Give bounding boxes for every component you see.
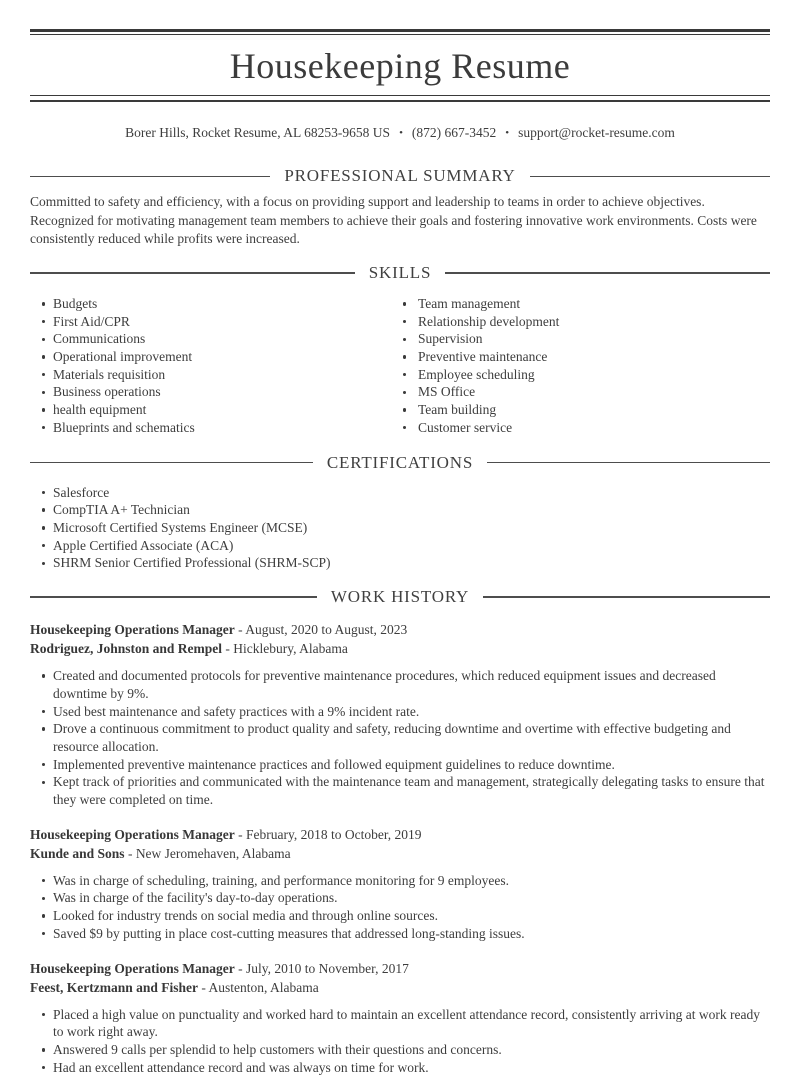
- section-header-certifications: [30, 453, 770, 473]
- job-company-separator: -: [222, 641, 234, 657]
- certifications-list: [30, 484, 770, 573]
- list-item: health equipment: [30, 401, 400, 419]
- contact-line: [30, 124, 770, 142]
- list-item: Placed a high value on punctuality and worked hard to maintain an excellent attendance record, consistently arriving at work ready to work right away.: [30, 1006, 770, 1041]
- job-company-line: [30, 639, 770, 658]
- list-item: Saved $9 by putting in place cost-cutting measures that addressed long-standing issues.: [30, 925, 770, 943]
- list-item: MS Office: [400, 383, 770, 401]
- job-title: Housekeeping Operations Manager: [30, 960, 235, 976]
- title-rule-bottom: [30, 95, 770, 102]
- list-item: Was in charge of the facility's day-to-day operations.: [30, 889, 770, 907]
- job-company-line: [30, 844, 770, 863]
- header-rule-left: [30, 462, 313, 464]
- list-item: Blueprints and schematics: [30, 419, 400, 437]
- contact-separator-dot: •: [399, 127, 403, 140]
- job-dates: July, 2010 to November, 2017: [246, 960, 409, 976]
- job-location: New Jeromehaven, Alabama: [135, 845, 291, 861]
- list-item: Communications: [30, 330, 400, 348]
- page-title: Housekeeping Resume: [229, 46, 571, 86]
- list-item: Employee scheduling: [400, 366, 770, 384]
- job-title-line: [30, 620, 770, 639]
- section-title-work-history: WORK HISTORY: [330, 587, 470, 607]
- list-item: Had an excellent attendance record and was always on time for work.: [30, 1059, 770, 1076]
- list-item: Apple Certified Associate (ACA): [30, 537, 770, 555]
- header-rule-left: [30, 272, 355, 274]
- section-header-work-history: [30, 587, 770, 607]
- list-item: SHRM Senior Certified Professional (SHRM-SCP): [30, 554, 770, 572]
- job-company: Feest, Kertzmann and Fisher: [30, 979, 198, 995]
- list-item: Used best maintenance and safety practices with a 9% incident rate.: [30, 703, 770, 721]
- list-item: Relationship development: [400, 313, 770, 331]
- list-item: Operational improvement: [30, 348, 400, 366]
- job-dates: August, 2020 to August, 2023: [245, 622, 408, 638]
- list-item: Microsoft Certified Systems Engineer (MCSE): [30, 519, 770, 537]
- list-item: Preventive maintenance: [400, 348, 770, 366]
- skills-list-right: [400, 295, 770, 437]
- list-item: Created and documented protocols for preventive maintenance procedures, which reduced equipment issues and decreased downtime by 9%.: [30, 667, 770, 702]
- list-item: Implemented preventive maintenance practices and followed equipment guidelines to reduce downtime.: [30, 756, 770, 774]
- resume-page: [0, 29, 800, 1076]
- skills-list-left: [30, 295, 400, 437]
- list-item: Salesforce: [30, 484, 770, 502]
- job-location: Hicklebury, Alabama: [233, 641, 348, 657]
- header-rule-right: [483, 596, 770, 598]
- contact-phone: (872) 667-3452: [411, 125, 497, 141]
- list-item: Business operations: [30, 383, 400, 401]
- list-item: First Aid/CPR: [30, 313, 400, 331]
- rule-thin-line: [30, 34, 770, 35]
- list-item: Was in charge of scheduling, training, and performance monitoring for 9 employees.: [30, 872, 770, 890]
- section-title-certifications: CERTIFICATIONS: [326, 452, 474, 472]
- job-title-separator: -: [234, 622, 246, 638]
- job-title-separator: -: [234, 826, 246, 842]
- job-bullet-list: [30, 872, 770, 943]
- list-item: Materials requisition: [30, 366, 400, 384]
- header-rule-right: [530, 176, 770, 178]
- job-entry: [30, 620, 770, 809]
- header-rule-right: [445, 272, 770, 274]
- list-item: Looked for industry trends on social media and through online sources.: [30, 907, 770, 925]
- list-item: Supervision: [400, 330, 770, 348]
- job-company: Rodriguez, Johnston and Rempel: [30, 641, 223, 657]
- job-entry: [30, 959, 770, 1076]
- job-title: Housekeeping Operations Manager: [30, 622, 235, 638]
- title-rule-top: [30, 29, 770, 35]
- job-dates: February, 2018 to October, 2019: [246, 826, 422, 842]
- list-item: Team building: [400, 401, 770, 419]
- list-item: Kept track of priorities and communicated with the maintenance team and management, strategically delegating tasks to ensure that they were completed on time.: [30, 773, 770, 808]
- section-header-skills: [30, 263, 770, 283]
- work-history-jobs: [30, 620, 770, 1076]
- header-rule-left: [30, 596, 317, 598]
- contact-address: Borer Hills, Rocket Resume, AL 68253-9658 US: [125, 125, 391, 141]
- job-title-line: [30, 825, 770, 844]
- header-rule-right: [487, 462, 770, 464]
- job-location: Austenton, Alabama: [208, 979, 319, 995]
- list-item: Customer service: [400, 419, 770, 437]
- list-item: Budgets: [30, 295, 400, 313]
- job-bullet-list: [30, 667, 770, 809]
- section-title-professional-summary: PROFESSIONAL SUMMARY: [284, 166, 516, 186]
- job-title-separator: -: [234, 960, 246, 976]
- contact-separator-dot: •: [505, 127, 510, 140]
- rule-thick-line: [30, 100, 770, 103]
- job-entry: [30, 825, 770, 943]
- section-header-professional-summary: [30, 166, 770, 186]
- job-title-line: [30, 959, 770, 978]
- job-company-separator: -: [124, 845, 136, 861]
- list-item: Team management: [400, 295, 770, 313]
- job-title: Housekeeping Operations Manager: [30, 826, 235, 842]
- job-bullet-list: [30, 1006, 770, 1076]
- contact-email: support@rocket-resume.com: [518, 125, 675, 141]
- job-company: Kunde and Sons: [30, 845, 125, 861]
- list-item: Drove a continuous commitment to product quality and safety, reducing downtime and overtime with effective budgeting and resource allocation.: [30, 720, 770, 755]
- header-rule-left: [30, 176, 270, 178]
- list-item: CompTIA A+ Technician: [30, 501, 770, 519]
- job-company-line: [30, 978, 770, 997]
- job-company-separator: -: [197, 979, 209, 995]
- section-title-skills: SKILLS: [368, 262, 432, 282]
- list-item: Answered 9 calls per splendid to help customers with their questions and concerns.: [30, 1041, 770, 1059]
- professional-summary-text: Committed to safety and efficiency, with a focus on providing support and leadership to teams in order to achieve objectives. Recognized for motivating management team members to achieve their goals and fostering innovative work environments. Costs were consistently reduced while profits were increased.: [30, 194, 757, 247]
- skills-columns: [30, 295, 770, 437]
